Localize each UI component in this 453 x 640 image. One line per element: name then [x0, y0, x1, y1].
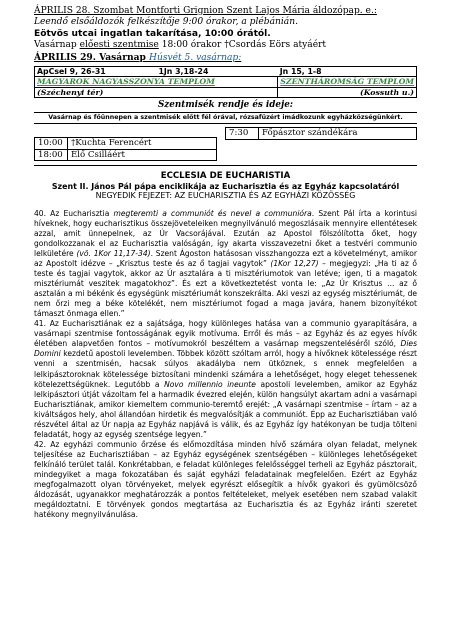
church-places-row: [35, 87, 417, 97]
schedule-text: Élő Csilláért: [68, 149, 217, 161]
paragraph-40: 40. Az Eucharisztia megteremti a communiót és nevel a communióra. Szent Pál írta a korintusi híveknek, hogy eucharisztikus összejöveteleiken megnyilvánuló megoszlásaik mennyire ellentétesek azzal, amit ünnepelnek, az Úr Vacsorájával. Ezután az Apostol fölszólította őket, hogy gondolkozzanak el az Eucharisztia valóságán, így akarta visszavezetni őket a testvéri communio lelkületére (vö. 1Kor 11,17-34). Szent Ágoston hatásosan visszhangozza ezt a követelményt, amikor az Apostolt idézve – „Krisztus teste és az ő tagjai vagytok” (1Kor 12,27) – megjegyzi: „Ha ti az ő teste és tagjai vagytok, akkor az Úr asztalára a ti misztériumotok van letéve; igen, ti a magatok misztériumát veszitek magatokhoz”. És ezt a következtetést vonta le: „Az Úr Krisztus ... az ő asztalán a mi békénk és egységünk misztériumát konszekrálta. Aki veszi az egység misztériumát, de nem őrzi meg a béke kötelékét, nem misztériumot fogad a maga javára, hanem bizonyítékot támaszt önmaga ellen.”: [34, 208, 418, 319]
reading-2: 1Jn 3,18-24: [156, 67, 277, 77]
order-title: Szentmisék rendje és ideje:: [157, 100, 294, 110]
left-church-schedule: [34, 137, 217, 161]
schedule-time: 7:30: [226, 128, 259, 140]
schedule-text: †Kuchta Ferencért: [68, 138, 217, 150]
church-names-row: [35, 77, 417, 87]
mass-info-table: [34, 66, 417, 98]
schedule-row: [35, 138, 217, 150]
cleaning-line: Eötvös utcai ingatlan takarítása, 10:00 órától.: [34, 28, 271, 39]
schedule-text: Főpásztor szándékára: [259, 128, 417, 140]
first-communion-line: Leendő elsőáldozók felkészítője 9:00 órakor, a plébánián.: [34, 17, 298, 28]
article-title: ECCLESIA DE EUCHARISTIA: [160, 171, 291, 181]
vigil-mass-line: Vasárnap előesti szentmise 18:00 órakor †Csordás Eörs atyáért: [34, 40, 327, 51]
schedule-row: [226, 128, 417, 140]
paragraph-42: 42. Az egyházi communio őrzése és előmozdítása minden hívő számára olyan feladat, melynek teljesítése az Eucharisztiában – az Egyház egységének szentségében – különleges lehetőségeket felkínáló terület talál. Konkrétabban, e feladat különleges felelősséggel terheli az Egyház pásztorait, mindegyiket a maga fokozatában és saját egyházi feladatainak megfelelően. Ezért az Egyház megfogalmazott olyan törvényeket, melyek egyrészt elősegítik a hívők gyakori és gyümölcsöző áldozását, ugyanakkor meghatározzák a pontos feltételeket, melyek esetében nem szabad valakit megáldoztatni. E törvények gondos megtartása az Eucharisztia és az Egyház iránti szeretet hatékony megnyilvánulása.: [34, 439, 417, 520]
announcements: [34, 6, 424, 64]
church-left-place: (Széchenyi tér): [35, 87, 278, 97]
article-subtitle: Szent II. János Pál pápa enciklikája az Eucharisztia és az Egyház kapcsolatáról: [51, 181, 400, 191]
church-left-name: MAGYAROK NAGYASSZONYA TEMPLOM: [35, 77, 278, 87]
reading-1: ApCsel 9, 26-31: [35, 67, 157, 77]
order-note: Vasárnap és főünnepen a szentmisék előtt fél órával, rózsafüzért imádkozunk egyházközségünkért.: [48, 114, 403, 121]
schedule-time: 10:00: [35, 138, 68, 150]
sunday-line: ÁPRILIS 29. Vasárnap Húsvét 5. vasárnap:: [34, 51, 242, 63]
paragraph-41: 41. Az Eucharisztiának ez a sajátsága, hogy különleges hatása van a communio gyarapítására, a vasárnapi szentmise fontosságának egyik motívuma. Erről és más – az Egyház és az egyes hívők életében alapvetően fontos – motívumokról beszéltem a vasárnap megszenteléséről szóló, Dies Domini kezdetű apostoli levelemben. Többek között szóltam arról, hogy a hívőknek kötelessége részt venni a szentmisén, hacsak súlyos akadályba nem ütköznek, s ennek megfelelően a lelkipásztoroknak kötelessége biztosítani mindenki számára a lehetőséget, hogy eleget tehessenek kötelezettségüknek. Legutóbb a Novo millennio ineunte apostoli levelemben, amikor az Egyház lelkipásztori útját vázoltam fel a harmadik évezred elején, külön hangsúlyt akartam adni a vasárnapi Eucharisztiának, amikor kiemeltem communio-teremtő erejét: „A vasárnapi szentmise – írtam – az a kiváltságos hely, ahol állandóan hirdetik és megvalósítják a communiót. Épp az Eucharisztiában való részvétel által az Úr napja az Egyház napjává is válik, és az Egyház így hatékonyan be tudja tölteni feladatát, hogy az egység szentsége legyen.”: [34, 319, 417, 439]
section-divider: [34, 165, 417, 166]
readings-row: [35, 67, 417, 77]
church-right-place: (Kossuth u.): [278, 87, 417, 97]
article: [34, 172, 417, 520]
schedule-time: 18:00: [35, 149, 68, 161]
article-chapter: NEGYEDIK FEJEZET: AZ EUCHARISZTIA ÉS AZ EGYHÁZI KÖZÖSSÉG: [95, 191, 356, 201]
schedule-row: [35, 149, 217, 161]
saturday-line: ÁPRILIS 28. Szombat Montforti Grignion Szent Lajos Mária áldozópap. e.:: [34, 6, 377, 16]
reading-3: Jn 15, 1-8: [278, 67, 417, 77]
article-body: [34, 209, 417, 520]
church-right-name: SZENTHÁROMSÁG TEMPLOM: [278, 77, 417, 87]
right-church-schedule: [225, 127, 417, 140]
order-note-box: [34, 112, 417, 124]
